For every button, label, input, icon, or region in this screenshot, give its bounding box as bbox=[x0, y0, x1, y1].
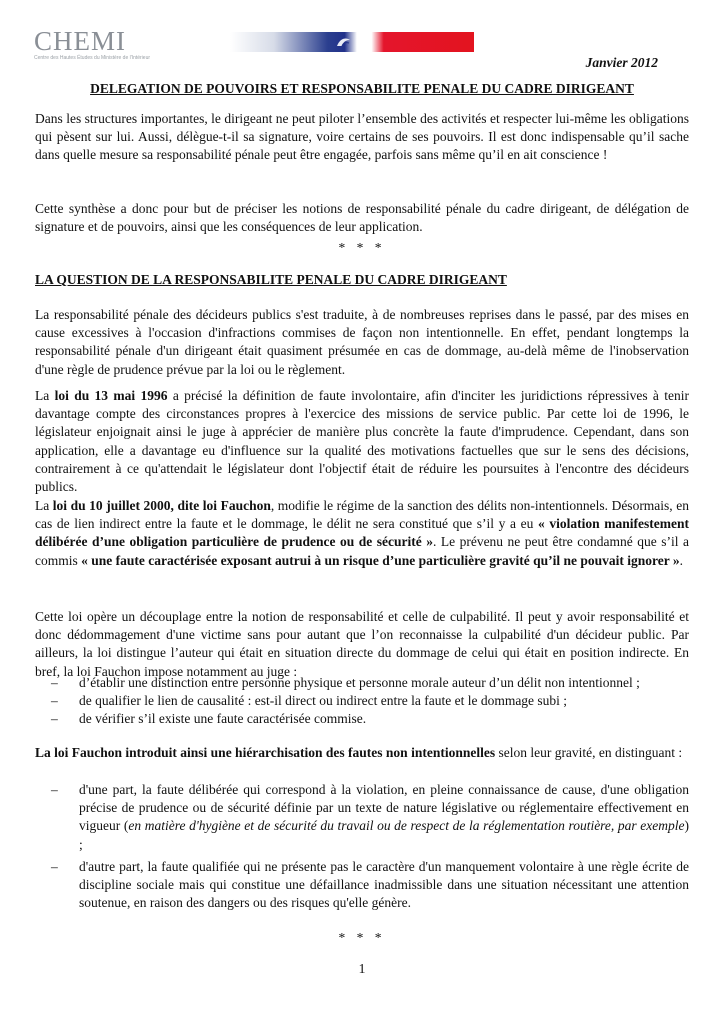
marianne-icon bbox=[334, 34, 352, 50]
dash-bullet: – bbox=[51, 782, 58, 797]
logo-subtitle: Centre des Hautes Études du Ministère de l'Intérieur bbox=[34, 55, 151, 61]
list-item: – de vérifier s’il existe une faute caractérisée commise. bbox=[35, 710, 689, 728]
quote-violation: « violation manifestement délibérée d’une obligation particulière de prudence ou de sécurité » bbox=[35, 516, 690, 550]
document-date: Janvier 2012 bbox=[585, 55, 658, 70]
tricolor-banner bbox=[230, 32, 474, 52]
separator-stars-bottom: * * * bbox=[338, 930, 386, 945]
list-item: – de qualifier le lien de causalité : est-il direct ou indirect entre la faute et le dommage subi ; bbox=[35, 692, 689, 710]
section-paragraph-2 bbox=[35, 387, 689, 496]
quote-faute-caracterisee: « une faute caractérisée exposant autrui à un risque d’une particulière gravité qu’il ne pouvait ignorer » bbox=[81, 552, 680, 568]
p3-mid2: . Le prévenu ne peut être condamné que s’il a commis bbox=[35, 534, 689, 568]
p5-rest: selon leur gravité, en distinguant : bbox=[495, 745, 683, 760]
fault-types-list bbox=[35, 781, 689, 854]
section-paragraph-5 bbox=[35, 744, 689, 762]
p3-mid1: , modifie le régime de la sanction des délits non-intentionnels. Désormais, en cas de lien indirect entre la faute et le dommage, le délit ne sera constitué que s’il y a eu bbox=[35, 498, 689, 532]
intro-paragraph-2: Cette synthèse a donc pour but de préciser les notions de responsabilité pénale du cadre dirigeant, de délégation de signature et de pouvoirs, ainsi que les conséquences de leur application. bbox=[35, 201, 689, 235]
page-number: 1 bbox=[358, 962, 366, 977]
section-paragraph-3 bbox=[35, 497, 689, 570]
judge-obligations-list bbox=[35, 674, 689, 729]
dash-bullet: – bbox=[51, 675, 58, 690]
law-fauchon: loi du 10 juillet 2000, dite loi Fauchon bbox=[52, 498, 271, 513]
list-item-faute-qualifiee: – d'autre part, la faute qualifiée qui ne présente pas le caractère d'un manquement volontaire à une règle écrite de discipline sociale mais qui constitue une défaillance inadmissible dans une situation nécessitant une attention soutenue, en raison des dangers ou des risques qu'elle génère. bbox=[51, 859, 689, 911]
logo-text: CHEMI bbox=[34, 26, 126, 56]
list-item: – d’établir une distinction entre personne physique et personne morale auteur d’un délit non intentionnel ; bbox=[35, 674, 689, 692]
section-paragraph-1: La responsabilité pénale des décideurs publics s'est traduite, à de nombreuses reprises dans le passé, par des mises en cause excessives à l'occasion d'infractions commises de façon non intentionnelle. En effet, pendant longtemps la responsabilité pénale d'un dirigeant était quasiment présumée en cas de dommage, au-delà même de l'inobservation d'une règle de prudence prévue par la loi ou le règlement. bbox=[35, 307, 689, 377]
p3-lead: La bbox=[35, 498, 53, 513]
law-1996: loi du 13 mai 1996 bbox=[54, 388, 168, 403]
dash-bullet: – bbox=[51, 859, 58, 874]
section-heading: LA QUESTION DE LA RESPONSABILITE PENALE DU CADRE DIRIGEANT bbox=[35, 272, 507, 287]
p2-lead: La bbox=[35, 388, 55, 403]
intro-paragraph-1: Dans les structures importantes, le dirigeant ne peut piloter l’ensemble des activités et respecter lui-même les obligations qui pèsent sur lui. Aussi, délègue-t-il sa signature, voire certains de ses pouvoirs. Il est donc indispensable qu’il sache dans quelle mesure sa responsabilité pénale peut être engagée, parfois sans même qu’il en ait conscience ! bbox=[35, 111, 689, 163]
fault-types-list-2 bbox=[35, 858, 689, 913]
chemi-logo bbox=[34, 26, 224, 61]
fault1-example: en matière d'hygiène et de sécurité du travail ou de respect de la réglementation routière, par exemple bbox=[128, 818, 685, 834]
document-title: DELEGATION DE POUVOIRS ET RESPONSABILITE PENALE DU CADRE DIRIGEANT bbox=[90, 81, 634, 96]
dash-bullet: – bbox=[51, 711, 58, 727]
section-paragraph-4: Cette loi opère un découplage entre la notion de responsabilité et celle de culpabilité. Il peut y avoir responsabilité et donc dédommagement d'une victime sans pour autant que l’on reconnaisse la culpabilité d'un décideur public. Par ailleurs, la loi distingue l’auteur qui était en situation directe du dommage de celui qui était en position indirecte. En bref, la loi Fauchon impose notamment au juge : bbox=[35, 609, 689, 679]
hierarchy-bold: La loi Fauchon introduit ainsi une hiérarchisation des fautes non intentionnelles bbox=[35, 745, 496, 760]
dash-bullet: – bbox=[51, 693, 58, 709]
p2-rest: a précisé la définition de faute involontaire, afin d'inciter les juridictions répressives à tenir davantage compte des circonstances propres à l'exercice des missions de service public. Par cette loi de 1996, le législateur enjoignait ainsi le juge à apprécier de manière plus concrète la faute d'imprudence. Cependant, dans son application, elle a davantage eu d'influence sur la qualité des motivations factuelles que sur le sens des décisions, contrairement à ce qu'attendait le législateur dont l'objectif était de réduire les poursuites à l'encontre des décideurs publics. bbox=[35, 388, 689, 495]
p3-end: . bbox=[679, 552, 683, 568]
separator-stars: * * * bbox=[338, 240, 386, 255]
list-item-faute-deliberee: – d'une part, la faute délibérée qui correspond à la violation, en pleine connaissance de cause, d'une obligation précise de prudence ou de sécurité définie par un texte de nature législative ou réglementaire effectivement en vigueur (en matière d'hygiène et de sécurité du travail ou de respect de la réglementation routière, par exemple) ; bbox=[51, 782, 689, 852]
